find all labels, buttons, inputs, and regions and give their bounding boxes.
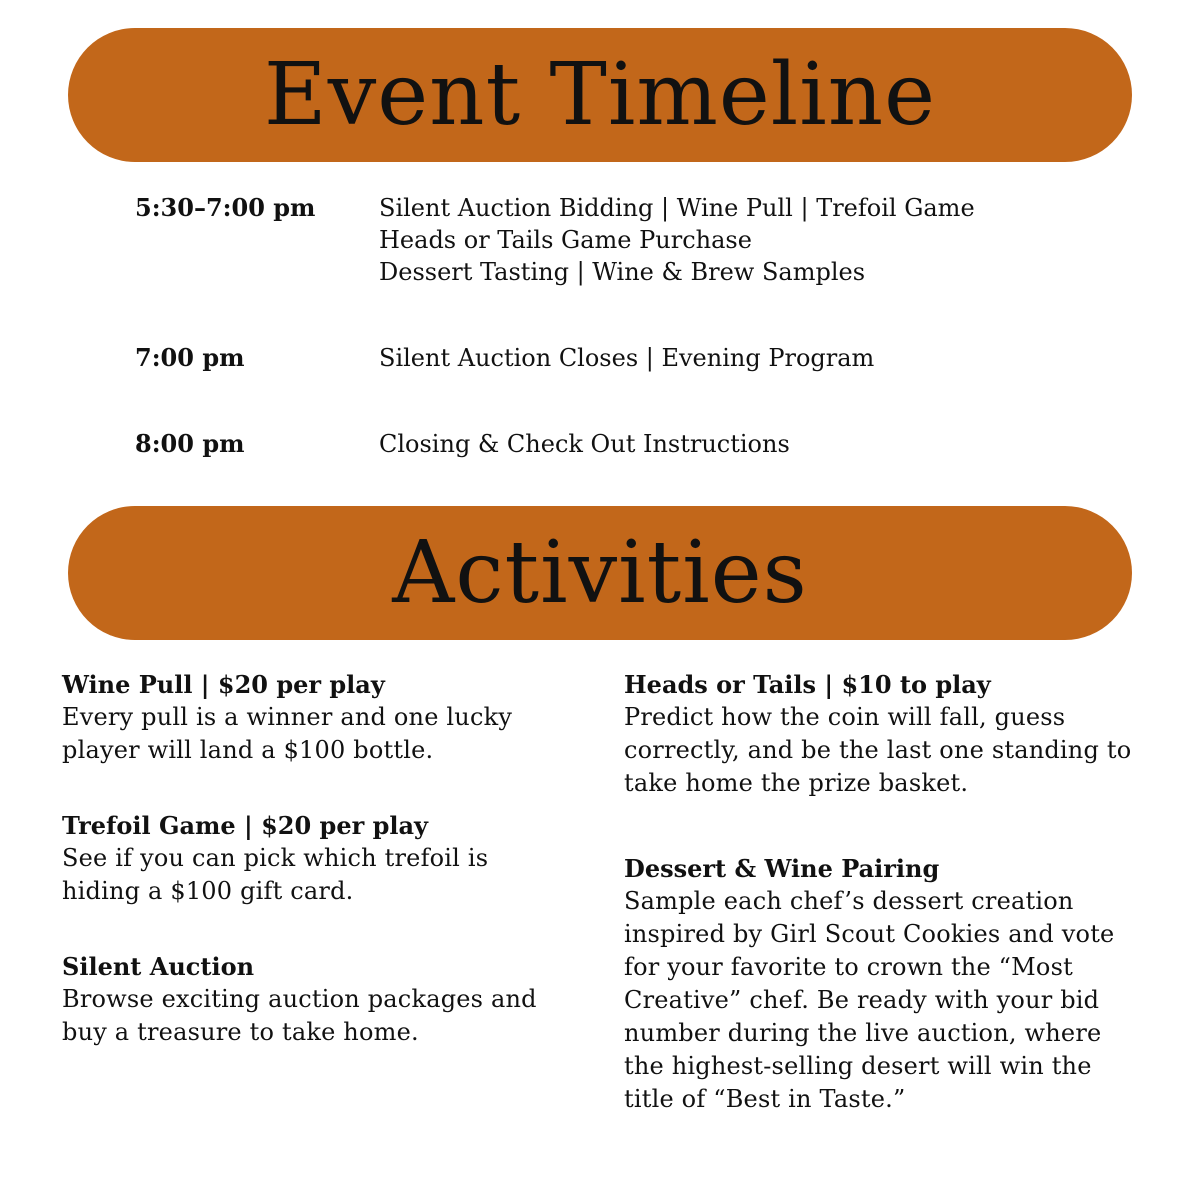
- activity-item-wine-pull: [62, 668, 562, 767]
- timeline-row: [135, 428, 1085, 460]
- activity-item-silent-auction: [62, 950, 562, 1049]
- timeline-line: Heads or Tails Game Purchase: [379, 226, 752, 254]
- activity-description: Predict how the coin will fall, guess correctly, and be the last one standing to take home the prize basket.: [624, 703, 1132, 797]
- activity-description: Browse exciting auction packages and buy a treasure to take home.: [62, 985, 537, 1046]
- timeline-row: [135, 342, 1085, 374]
- event-timeline-title: Event Timeline: [263, 45, 937, 145]
- timeline-time: 8:00 pm: [135, 429, 245, 458]
- timeline-time: 7:00 pm: [135, 343, 245, 372]
- activity-item-heads-or-tails: [624, 668, 1144, 800]
- activity-heading: Heads or Tails | $10 to play: [624, 670, 991, 699]
- activity-description: See if you can pick which trefoil is hiding a $100 gift card.: [62, 844, 489, 905]
- timeline-line: Closing & Check Out Instructions: [379, 430, 790, 458]
- timeline-line: Silent Auction Closes | Evening Program: [379, 344, 875, 372]
- timeline-time: 5:30–7:00 pm: [135, 193, 316, 222]
- timeline-description: [379, 428, 790, 460]
- timeline-description: [379, 342, 874, 374]
- activity-item-dessert-wine-pairing: [624, 852, 1144, 1116]
- activities-left-column: [62, 668, 562, 1091]
- activity-heading: Dessert & Wine Pairing: [624, 854, 940, 883]
- timeline-row: [135, 192, 1085, 288]
- event-timeline-banner: [68, 28, 1132, 162]
- activities-title: Activities: [392, 523, 808, 623]
- activities-banner: [68, 506, 1132, 640]
- activity-heading: Trefoil Game | $20 per play: [62, 811, 428, 840]
- timeline-list: [135, 192, 1085, 514]
- activity-item-trefoil-game: [62, 809, 562, 908]
- timeline-description: [379, 192, 975, 288]
- timeline-line: Dessert Tasting | Wine & Brew Samples: [379, 258, 866, 286]
- activity-description: Sample each chef’s dessert creation inspired by Girl Scout Cookies and vote for your favorite to crown the “Most Creative” chef. Be ready with your bid number during the live auction, where the highest-selling desert will win the title of “Best in Taste.”: [624, 887, 1115, 1113]
- activities-right-column: [624, 668, 1144, 1168]
- activity-description: Every pull is a winner and one lucky player will land a $100 bottle.: [62, 703, 513, 764]
- activity-heading: Wine Pull | $20 per play: [62, 670, 385, 699]
- timeline-line: Silent Auction Bidding | Wine Pull | Trefoil Game: [379, 194, 975, 222]
- activity-heading: Silent Auction: [62, 952, 255, 981]
